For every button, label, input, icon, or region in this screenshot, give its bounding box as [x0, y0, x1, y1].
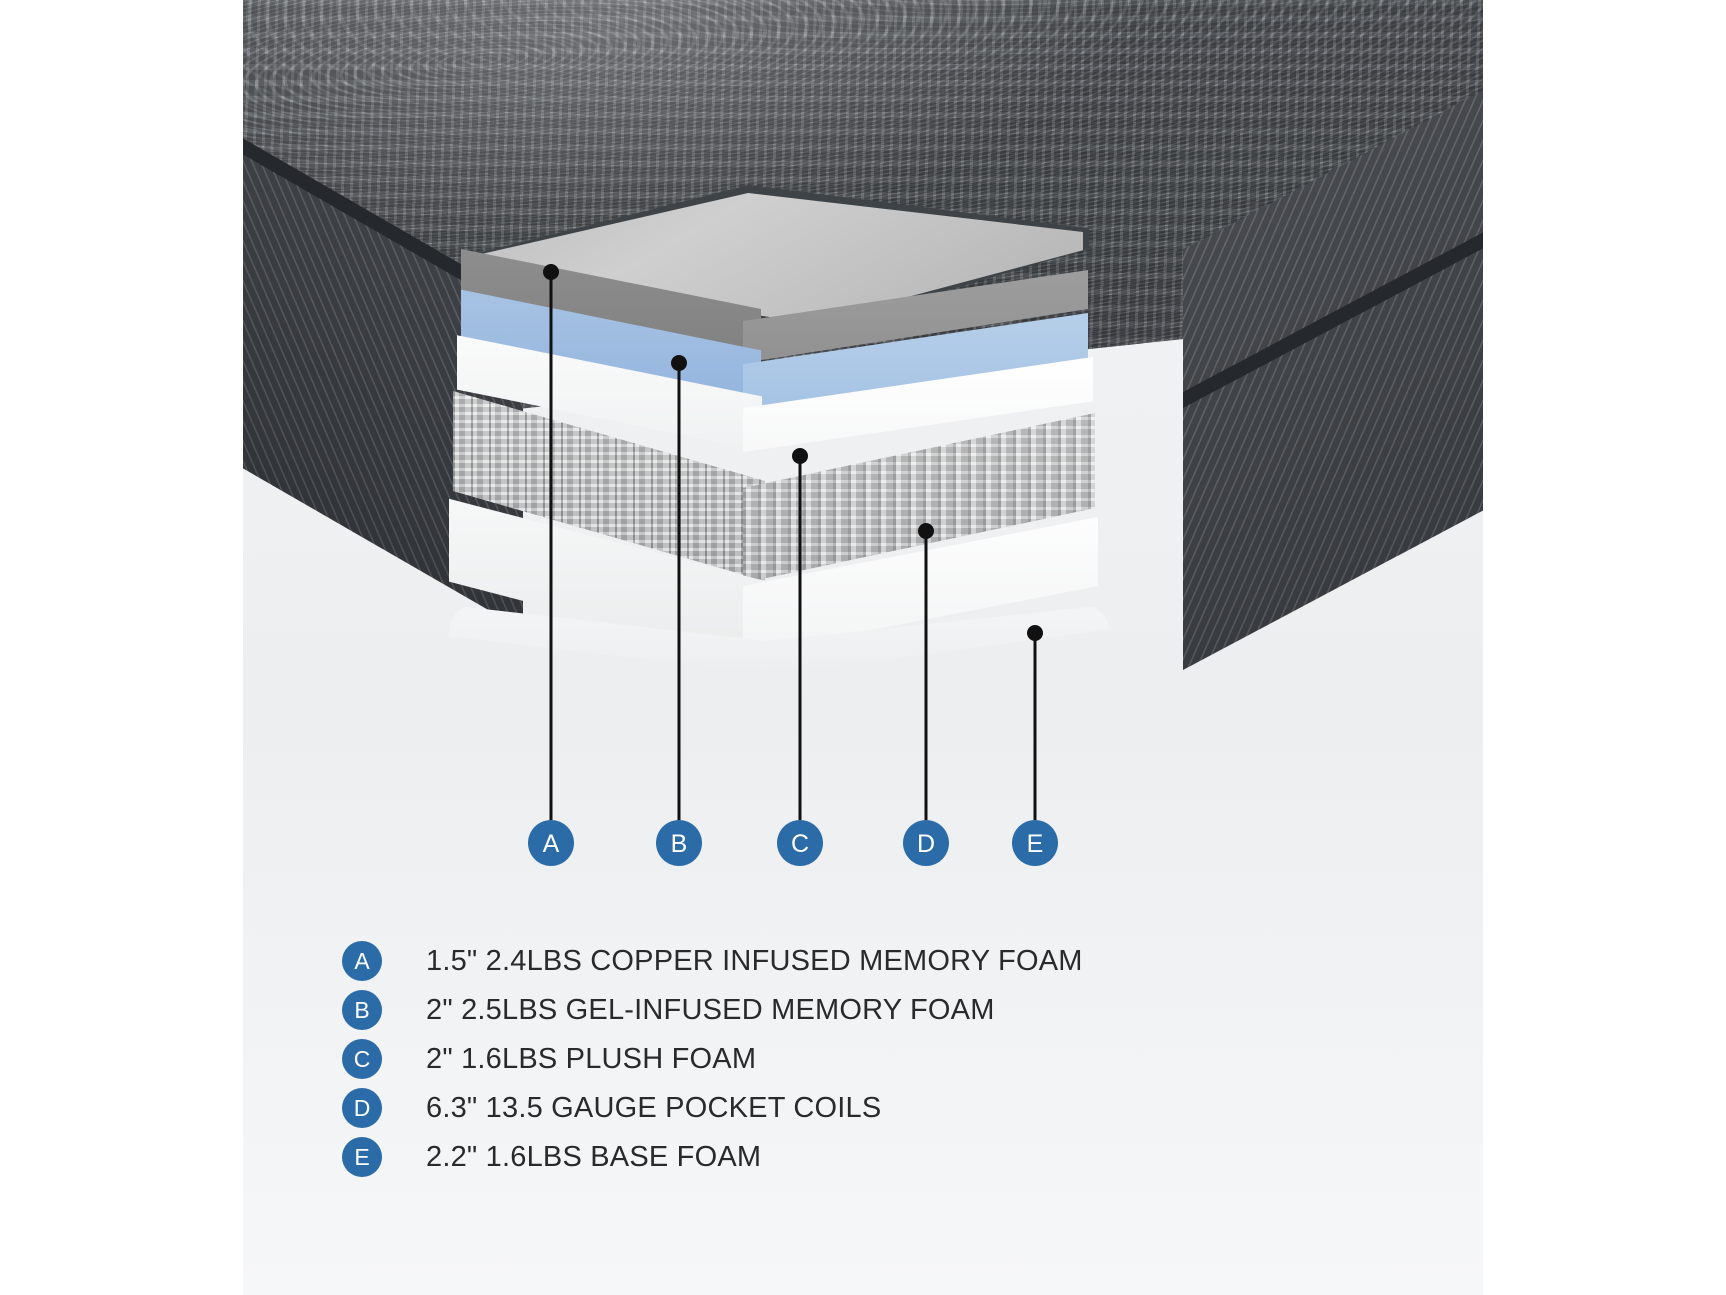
legend-badge-a: A — [342, 941, 382, 981]
legend-label-d: 6.3" 13.5 GAUGE POCKET COILS — [426, 1091, 882, 1124]
legend-badge-e: E — [342, 1137, 382, 1177]
legend-label-e: 2.2" 1.6LBS BASE FOAM — [426, 1140, 762, 1173]
legend-label-c: 2" 1.6LBS PLUSH FOAM — [426, 1042, 757, 1075]
legend-item-e — [342, 1134, 1083, 1180]
marker-a-label: A — [542, 830, 560, 858]
legend-badge-c: C — [342, 1039, 382, 1079]
callout-a — [528, 264, 574, 866]
legend-item-c — [342, 1036, 1083, 1082]
callout-c — [777, 448, 823, 866]
legend-item-d — [342, 1085, 1083, 1131]
marker-c-label: C — [790, 830, 810, 858]
callout-d — [903, 523, 949, 866]
legend-badge-b: B — [342, 990, 382, 1030]
left-gutter — [0, 0, 243, 1295]
legend-badge-d: D — [342, 1088, 382, 1128]
marker-e-label: E — [1026, 830, 1044, 858]
marker-d-label: D — [916, 830, 936, 858]
legend-label-a: 1.5" 2.4LBS COPPER INFUSED MEMORY FOAM — [426, 944, 1083, 977]
legend-item-a — [342, 938, 1083, 984]
marker-b-label: B — [670, 830, 688, 858]
legend-item-b — [342, 987, 1083, 1033]
callout-b — [656, 355, 702, 866]
legend-label-b: 2" 2.5LBS GEL-INFUSED MEMORY FOAM — [426, 993, 995, 1026]
right-gutter — [1483, 0, 1726, 1295]
legend — [342, 938, 1083, 1183]
callout-e — [1012, 625, 1058, 866]
